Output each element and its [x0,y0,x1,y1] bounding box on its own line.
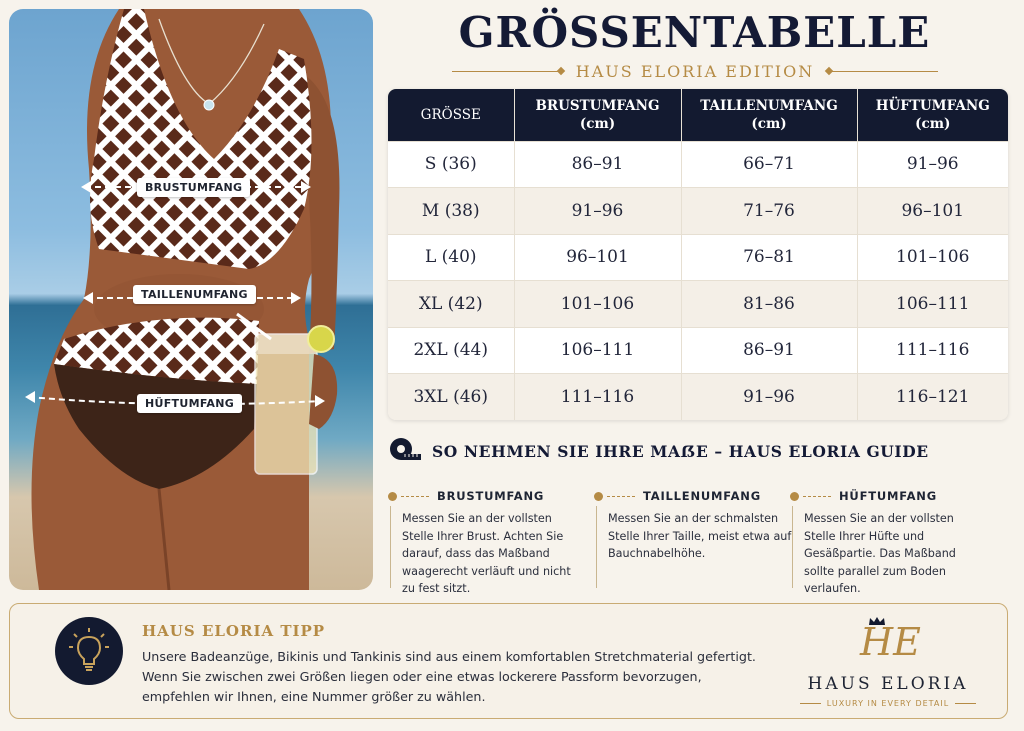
bust-cell: 101–106 [514,281,681,328]
size-table [388,89,1008,420]
guide-header [388,436,929,466]
waist-label: TAILLENUMFANG [133,285,256,304]
table-row [388,188,1008,235]
bust-cell: 106–111 [514,327,681,374]
size-cell: S (36) [388,141,514,188]
tagline-divider [955,703,976,704]
guide-item-label: TAILLENUMFANG [643,489,761,503]
waist-cell: 91–96 [681,374,857,421]
bullet-dot [388,492,397,501]
measuring-tape-icon [388,435,422,467]
table-row [388,234,1008,281]
tip-text: Unsere Badeanzüge, Bikinis und Tankinis sind aus einem komfortablen Stretchmaterial gefertigt. Wenn Sie zwischen zwei Größen liegen oder eine etwas lockerere Passform bevorzugen, empfehlen wir Ihnen, eine Nummer größer zu wählen. [142,649,756,704]
header-waist: TAILLENUMFANG (cm) [681,89,857,141]
guide-item-text: Messen Sie an der vollsten Stelle Ihrer Hüfte und Gesäßpartie. Das Maßband sollte parallel zum Boden verlaufen. [792,506,988,588]
dash-line [607,496,635,497]
size-cell: M (38) [388,188,514,235]
bust-cell: 111–116 [514,374,681,421]
bust-cell: 96–101 [514,234,681,281]
hip-cell: 116–121 [857,374,1008,421]
guide-item-label: HÜFTUMFANG [839,489,937,503]
table-row [388,141,1008,188]
subtitle-row [452,60,938,82]
table-row [388,374,1008,421]
brand-name: HAUS ELORIA [807,674,969,694]
waist-cell: 86–91 [681,327,857,374]
hip-cell: 101–106 [857,234,1008,281]
bullet-dot [594,492,603,501]
tip-box [9,603,1008,719]
waist-cell: 81–86 [681,281,857,328]
brand-monogram: HE [860,620,921,664]
bust-cell: 91–96 [514,188,681,235]
guide-item-text: Messen Sie an der vollsten Stelle Ihrer Brust. Achten Sie darauf, dass das Maßband waagerecht verläuft und nicht zu fest sitzt. [390,506,586,588]
bullet-dot [790,492,799,501]
dash-line [401,496,429,497]
guide-item-waist [594,488,794,588]
guide-item-text: Messen Sie an der schmalsten Stelle Ihrer Taille, meist etwa auf Bauchnabelhöhe. [596,506,792,588]
model-photo [9,9,373,590]
hip-cell: 106–111 [857,281,1008,328]
dash-line [803,496,831,497]
brand-tagline-row [800,696,976,710]
bust-label: BRUSTUMFANG [137,178,250,197]
hip-cell: 91–96 [857,141,1008,188]
lightbulb-icon [55,617,123,685]
waist-cell: 76–81 [681,234,857,281]
hip-cell: 111–116 [857,327,1008,374]
page-subtitle: HAUS ELORIA EDITION [575,61,815,81]
divider-right [828,71,938,72]
header-bust: BRUSTUMFANG (cm) [514,89,681,141]
tip-title: HAUS ELORIA TIPP [142,622,326,640]
bust-cell: 86–91 [514,141,681,188]
waist-cell: 66–71 [681,141,857,188]
hip-cell: 96–101 [857,188,1008,235]
header-hip: HÜFTUMFANG (cm) [857,89,1008,141]
size-cell: 2XL (44) [388,327,514,374]
brand-tagline: LUXURY IN EVERY DETAIL [826,698,950,708]
header-size: GRÖSSE [388,89,514,141]
table-header-row [388,89,1008,141]
tagline-divider [800,703,821,704]
page-title: GRÖSSENTABELLE [458,8,931,57]
size-cell: 3XL (46) [388,374,514,421]
guide-item-bust [388,488,588,596]
hip-label: HÜFTUMFANG [137,394,242,413]
divider-left [452,71,562,72]
table-row [388,281,1008,328]
guide-item-label: BRUSTUMFANG [437,489,545,503]
waist-cell: 71–76 [681,188,857,235]
size-cell: L (40) [388,234,514,281]
table-row [388,327,1008,374]
guide-title: SO NEHMEN SIE IHRE MAẞE – HAUS ELORIA GUIDE [432,441,929,461]
guide-item-hip [790,488,990,596]
size-cell: XL (42) [388,281,514,328]
